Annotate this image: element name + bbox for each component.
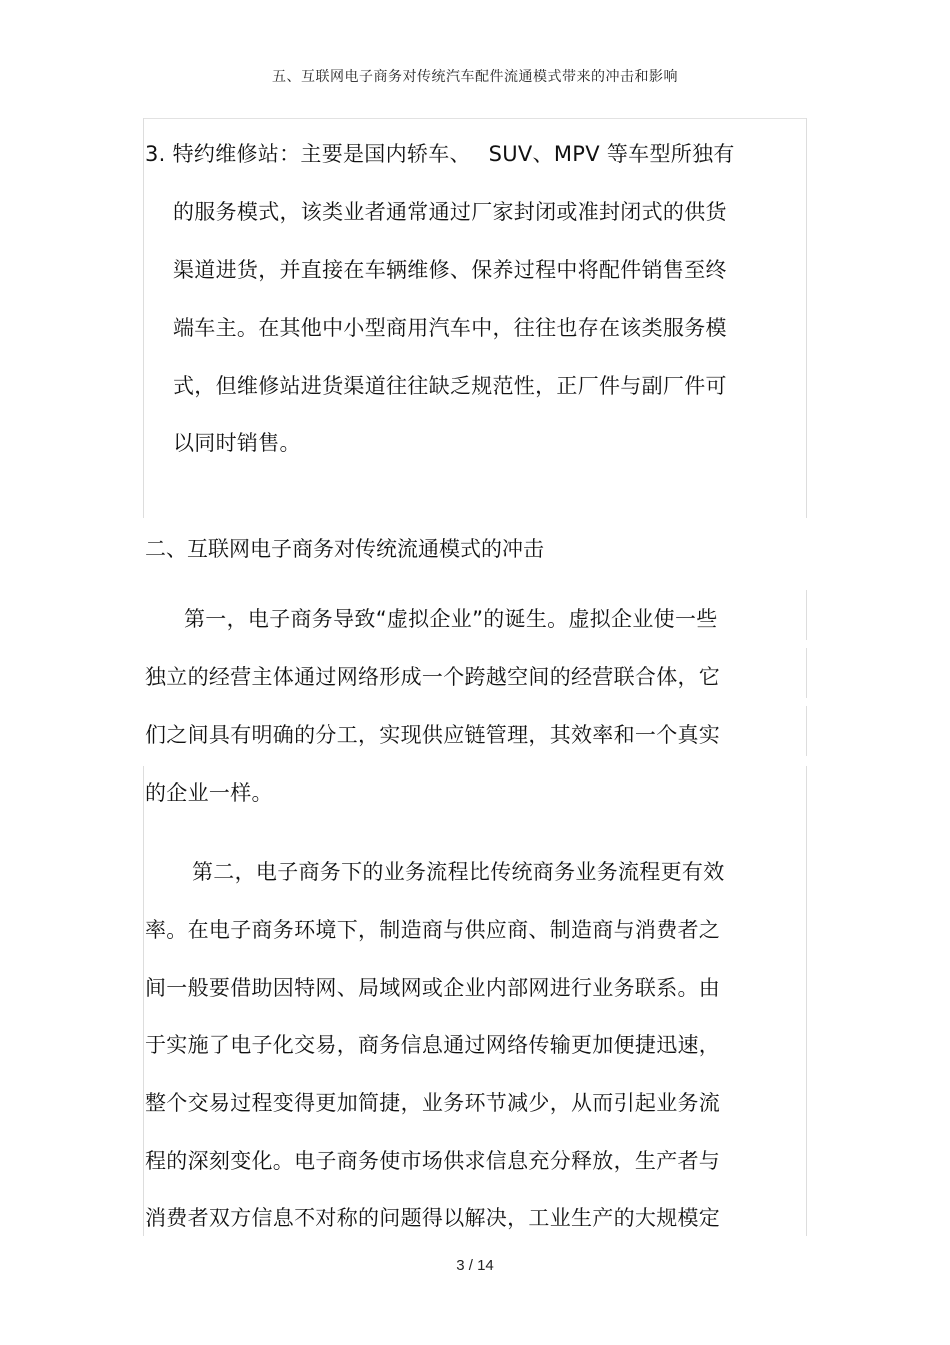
- para2-line-4: 于实施了电子化交易，商务信息通过网络传输更加便捷迅速，: [145, 1033, 721, 1057]
- para2-left-border: [143, 766, 144, 1236]
- para2-line-7: 消费者双方信息不对称的问题得以解决，工业生产的大规模定: [145, 1206, 721, 1230]
- box-right-border: [806, 118, 807, 518]
- para2-line-2: 率。在电子商务环境下，制造商与供应商、制造商与消费者之: [145, 918, 721, 942]
- box-left-border: [143, 118, 144, 518]
- para2-line-1: 第二，电子商务下的业务流程比传统商务业务流程更有效: [192, 860, 725, 884]
- para1-right-border-3: [806, 706, 807, 756]
- section-heading: 二、互联网电子商务对传统流通模式的冲击: [145, 537, 544, 561]
- para2-line-3: 间一般要借助因特网、局域网或企业内部网进行业务联系。由: [145, 976, 721, 1000]
- item3-line-1: 3. 特约维修站：主要是国内轿车、 SUV、MPV 等车型所独有: [145, 142, 735, 166]
- para1-line-3: 们之间具有明确的分工，实现供应链管理，其效率和一个真实: [145, 723, 721, 747]
- item3-line-3: 渠道进货，并直接在车辆维修、保养过程中将配件销售至终: [173, 258, 727, 282]
- para2-line-5: 整个交易过程变得更加简捷，业务环节减少，从而引起业务流: [145, 1091, 721, 1115]
- para1-right-border-1: [806, 590, 807, 640]
- para1-line-2: 独立的经营主体通过网络形成一个跨越空间的经营联合体，它: [145, 665, 721, 689]
- para1-line-4: 的企业一样。: [145, 781, 273, 805]
- para2-line-6: 程的深刻变化。电子商务使市场供求信息充分释放，生产者与: [145, 1149, 721, 1173]
- para1-right-border-2: [806, 648, 807, 698]
- page-number: 3 / 14: [456, 1257, 494, 1274]
- para1-line-1: 第一，电子商务导致“虚拟企业”的诞生。虚拟企业使一些: [184, 607, 718, 631]
- item3-line-6: 以同时销售。: [173, 431, 301, 455]
- para2-right-border: [806, 766, 807, 1236]
- item3-line-5: 式，但维修站进货渠道往往缺乏规范性，正厂件与副厂件可: [173, 374, 727, 398]
- item3-line-2: 的服务模式，该类业者通常通过厂家封闭或准封闭式的供货: [173, 200, 727, 224]
- item3-line-4: 端车主。在其他中小型商用汽车中，往往也存在该类服务模: [173, 316, 727, 340]
- running-header: 五、互联网电子商务对传统汽车配件流通模式带来的冲击和影响: [272, 69, 678, 85]
- box-top-border: [143, 118, 807, 119]
